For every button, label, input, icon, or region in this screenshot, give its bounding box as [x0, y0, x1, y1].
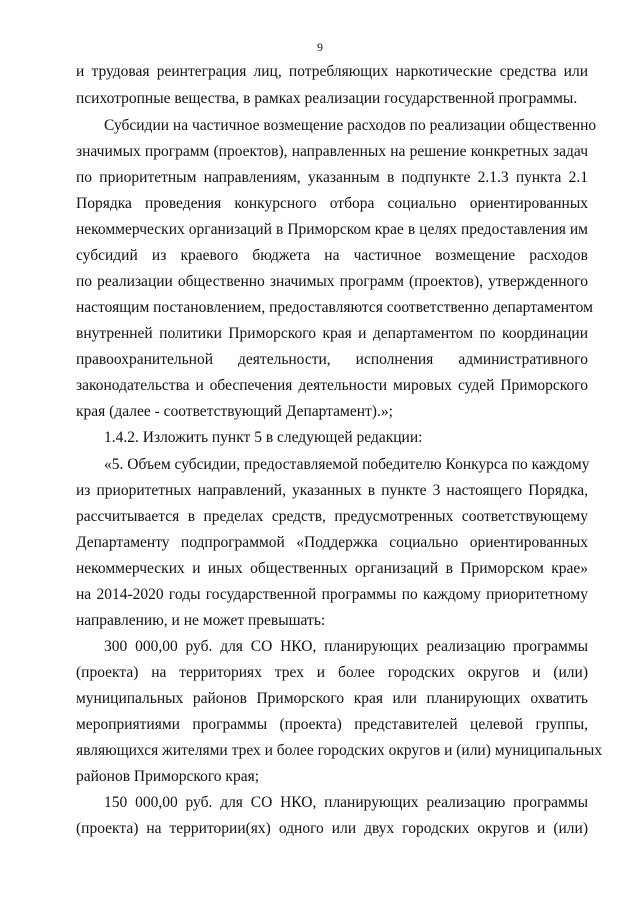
text-line: мероприятиями программы (проекта) представителей целевой группы, — [76, 716, 588, 733]
text-line: направлению, и не может превышать: — [76, 612, 326, 629]
text-line: на 2014-2020 годы государственной программы по каждому приоритетному — [76, 586, 588, 603]
text-line: настоящим постановлением, предоставляются соответственно департаментом — [76, 299, 593, 316]
text-line: правоохранительной деятельности, исполнения административного — [76, 351, 588, 368]
text-line: и трудовая реинтеграция лиц, потребляющих наркотические средства или — [76, 63, 588, 80]
text-line: психотропные вещества, в рамках реализации государственной программы. — [76, 90, 578, 107]
text-line: 1.4.2. Изложить пункт 5 в следующей редакции: — [104, 429, 423, 446]
text-line: края (далее - соответствующий Департамент).»; — [76, 403, 393, 420]
text-line: являющихся жителями трех и более городских округов и (или) муниципальных — [76, 742, 603, 759]
text-line: внутренней политики Приморского края и департаментом по координации — [76, 325, 588, 342]
text-line: Порядка проведения конкурсного отбора социально ориентированных — [76, 195, 588, 212]
text-line: некоммерческих и иных общественных организаций в Приморском крае» — [76, 560, 588, 577]
text-line: (проекта) на территориях трех и более городских округов и (или) — [76, 664, 588, 681]
text-line: 300 000,00 руб. для СО НКО, планирующих реализацию программы — [104, 638, 588, 655]
text-line: Субсидии на частичное возмещение расходов по реализации общественно — [104, 117, 597, 134]
text-line: 150 000,00 руб. для СО НКО, планирующих реализацию программы — [104, 794, 588, 811]
text-line: «5. Объем субсидии, предоставляемой победителю Конкурса по каждому — [104, 456, 590, 473]
text-line: по реализации общественно значимых программ (проектов), утвержденного — [76, 273, 588, 290]
text-line: из приоритетных направлений, указанных в пункте 3 настоящего Порядка, — [76, 482, 588, 499]
text-line: Департаменту подпрограммой «Поддержка социально ориентированных — [76, 534, 588, 551]
text-line: по приоритетным направлениям, указанным в подпункте 2.1.3 пункта 2.1 — [76, 169, 588, 186]
text-line: рассчитывается в пределах средств, предусмотренных соответствующему — [76, 508, 588, 525]
text-line: законодательства и обеспечения деятельности мировых судей Приморского — [76, 377, 588, 394]
text-line: значимых программ (проектов), направленных на решение конкретных задач — [76, 143, 588, 160]
text-line: муниципальных районов Приморского края или планирующих охватить — [76, 690, 588, 707]
text-line: некоммерческих организаций в Приморском крае в целях предоставления им — [76, 221, 588, 238]
text-line: субсидий из краевого бюджета на частичное возмещение расходов — [76, 247, 588, 264]
text-line: (проекта) на территории(ях) одного или двух городских округов и (или) — [76, 820, 588, 837]
text-line: районов Приморского края; — [76, 768, 260, 785]
page-number: 9 — [317, 40, 323, 54]
